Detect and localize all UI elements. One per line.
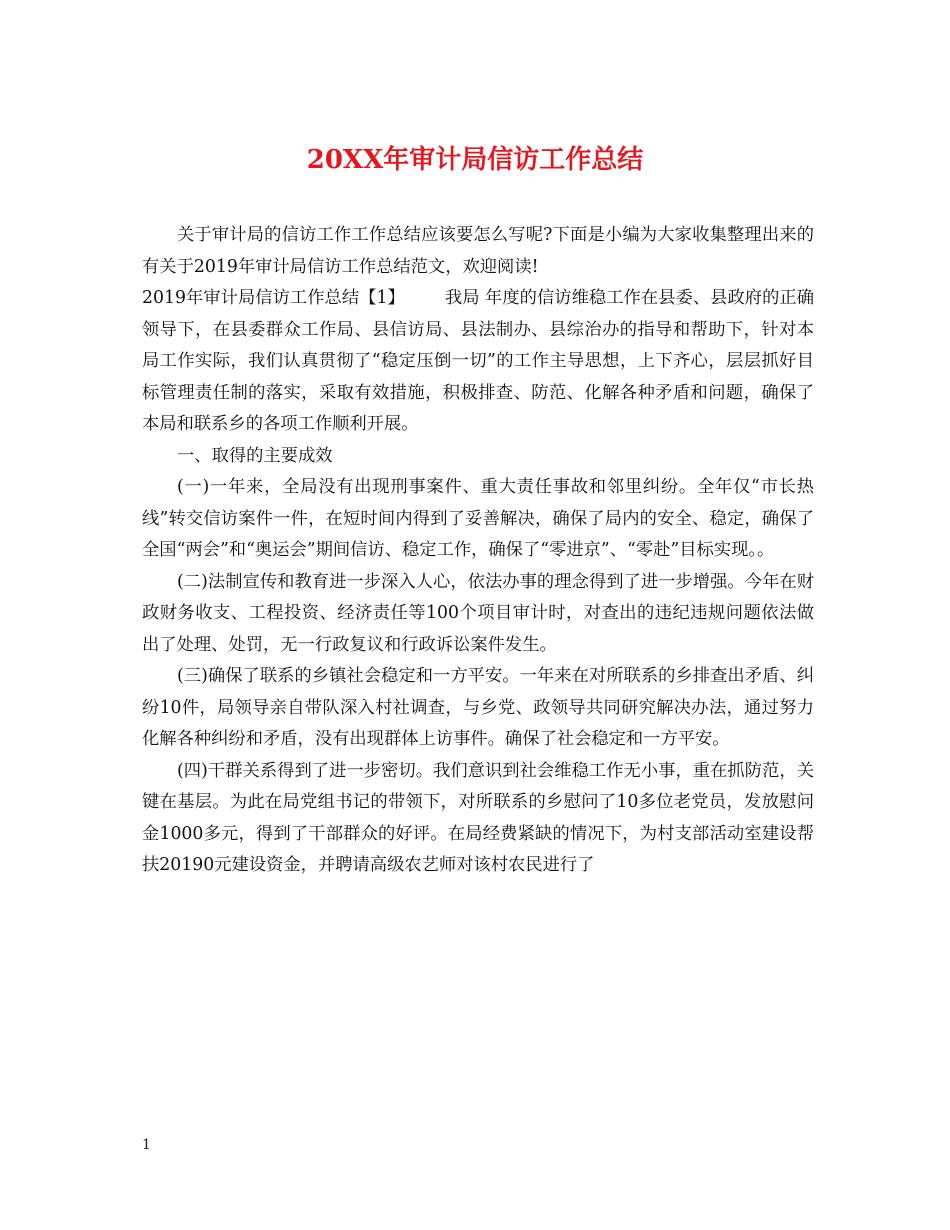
item-paragraph-1: (一)一年来，全局没有出现刑事案件、重大责任事故和邻里纠纷。全年仅“市长热线”转交信访案件一件，在短时间内得到了妥善解决，确保了局内的安全、稳定，确保了全国“两会”和“奥运会”期间信访、稳定工作，确保了“零进京”、“零赴”目标实现。。: [142, 477, 814, 560]
section-paragraph: [142, 283, 814, 441]
heading-achievements: 一、取得的主要成效: [177, 445, 333, 466]
item-paragraph-3: (三)确保了联系的乡镇社会稳定和一方平安。一年来在对所联系的乡排查出矛盾、纠纷10件，局领导亲自带队深入村社调查，与乡党、政领导共同研究解决办法，通过努力化解各种纠纷和矛盾，没有出现群体上访事件。确保了社会稳定和一方平安。: [142, 666, 814, 749]
section-text: 我局 年度的信访维稳工作在县委、县政府的正确领导下，在县委群众工作局、县信访局、县法制办、县综治办的指导和帮助下，针对本局工作实际，我们认真贯彻了“稳定压倒一切”的工作主导思想，上下齐心，层层抓好目标管理责任制的落实，采取有效措施，积极排查、防范、化解各种矛盾和问题，确保了本局和联系乡的各项工作顺利开展。: [142, 288, 814, 434]
section-label: 2019年审计局信访工作总结【1】: [142, 288, 405, 308]
document-body: [142, 220, 814, 882]
intro-paragraph: 关于审计局的信访工作工作总结应该要怎么写呢?下面是小编为大家收集整理出来的有关于2019年审计局信访工作总结范文，欢迎阅读!: [142, 225, 814, 277]
item-paragraph-2: (二)法制宣传和教育进一步深入人心，依法办事的理念得到了进一步增强。今年在财政财务收支、工程投资、经济责任等100个项目审计时，对查出的违纪违规问题依法做出了处理、处罚，无一行政复议和行政诉讼案件发生。: [142, 571, 814, 655]
document-title: 20XX年审计局信访工作总结: [306, 145, 644, 175]
item-paragraph-4: (四)干群关系得到了进一步密切。我们意识到社会维稳工作无小事，重在抓防范，关键在基层。为此在局党组书记的带领下，对所联系的乡慰问了10多位老党员，发放慰问金1000多元，得到了干部群众的好评。在局经费紧缺的情况下，为村支部活动室建设帮扶20190元建设资金，并聘请高级农艺师对该村农民进行了: [142, 760, 814, 875]
page-number: 1: [142, 1137, 151, 1153]
